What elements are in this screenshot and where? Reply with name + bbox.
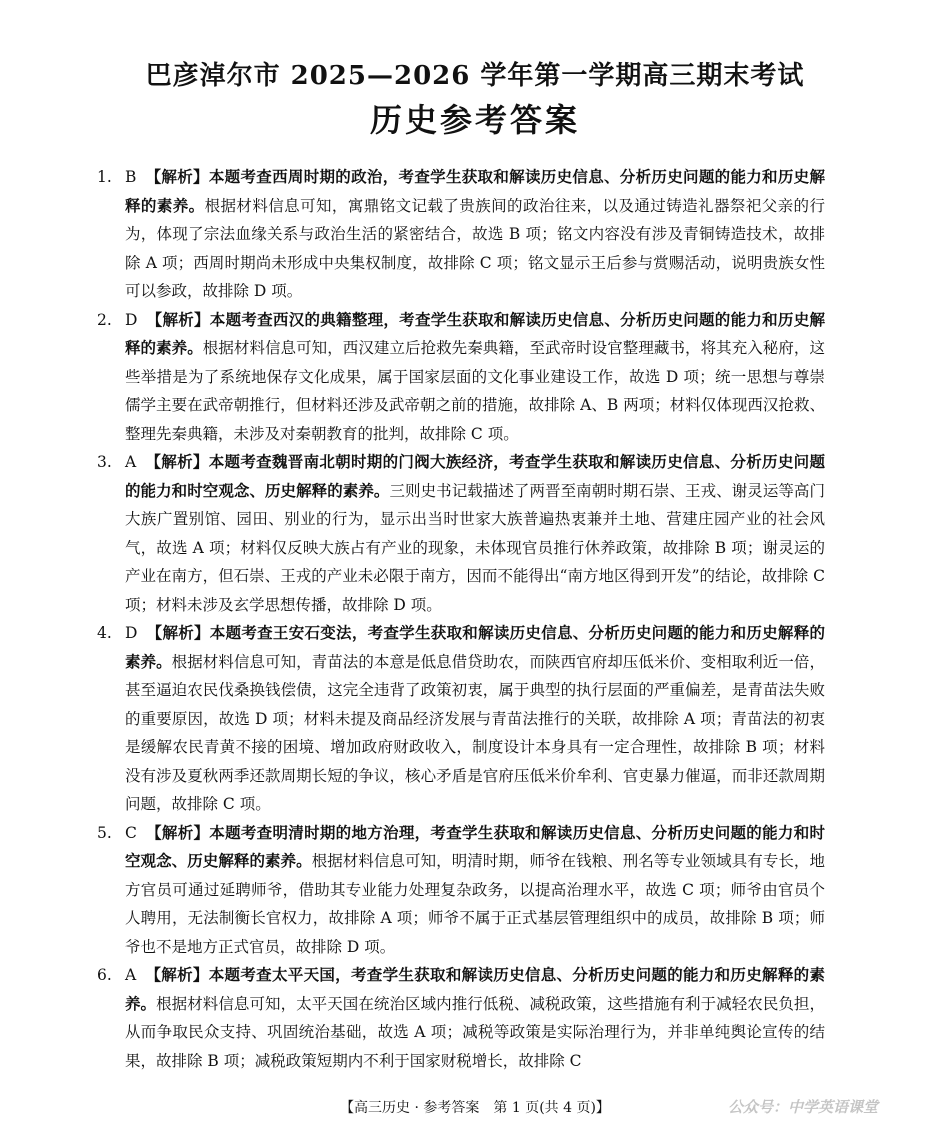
item-answer: A xyxy=(125,453,137,471)
page-title: 历史参考答案 xyxy=(369,101,580,139)
item-answer: A xyxy=(125,966,137,984)
analysis-tag: 【解析】 xyxy=(146,822,210,842)
analysis-tag: 【解析】 xyxy=(145,965,209,984)
item-intro: 本题考查太平天国，考查学生获取和解读历史信息、分析历史问题的能力和历史解释的素养。 xyxy=(125,965,825,1013)
item-intro: 本题考查王安石变法，考查学生获取和解读历史信息、分析历史问题的能力和历史解释的素养。 xyxy=(125,623,825,671)
item-intro: 本题考查西周时期的政治，考查学生获取和解读历史信息、分析历史问题的能力和历史解释的素养。 xyxy=(125,167,825,215)
item-number: 3. xyxy=(97,453,112,471)
item-number: 6. xyxy=(97,966,112,984)
item-number: 5. xyxy=(97,823,112,842)
analysis-tag: 【解析】 xyxy=(146,623,210,642)
answer-item-1 xyxy=(97,163,825,306)
item-answer: D xyxy=(125,624,138,642)
analysis-tag: 【解析】 xyxy=(145,452,209,471)
item-number: 4. xyxy=(97,624,112,642)
item-answer: D xyxy=(125,310,138,329)
answer-item-3 xyxy=(97,448,825,619)
title-line-1: 巴彦淖尔市 2025—2026 学年第一学期高三期末考试 xyxy=(145,61,805,91)
item-body: 根据材料信息可知，明清时期，师爷在钱粮、刑名等专业领域具有专长，地方官员可通过延聘师爷，借助其专业能力处理复杂政务，以提高治理水平，故选 C 项；师爷由官员个人聘用，无法制衡长官权力，故排除 A 项；师爷不属于正式基层管理组织中的成员，故排除 B 项；师爷也不是地方正式官员，故排除 D 项。 xyxy=(125,852,825,956)
answer-item-5 xyxy=(97,819,825,962)
answer-item-2 xyxy=(97,306,825,449)
item-number: 2. xyxy=(97,310,112,329)
item-body: 根据材料信息可知，西汉建立后抢救先秦典籍，至武帝时设官整理藏书，将其充入秘府，这些举措是为了系统地保存文化成果，属于国家层面的文化事业建设工作，故选 D 项；统一思想与尊崇儒学主要在武帝朝推行，但材料还涉及武帝朝之前的措施，故排除 A、B 两项；材料仅体现西汉抢救、整理先秦典籍，未涉及对秦朝教育的批判，故排除 C 项。 xyxy=(125,339,825,443)
item-body: 根据材料信息可知，寓鼎铭文记载了贵族间的政治往来，以及通过铸造礼器祭祀父亲的行为，体现了宗法血缘关系与政治生活的紧密结合，故选 B 项；铭文内容没有涉及青铜铸造技术，故排除 A 项；西周时期尚未形成中央集权制度，故排除 C 项；铭文显示王后参与赏赐活动，说明贵族女性可以参政，故排除 D 项。 xyxy=(125,196,825,300)
analysis-tag: 【解析】 xyxy=(145,167,209,186)
item-number: 1. xyxy=(97,168,112,186)
analysis-tag: 【解析】 xyxy=(146,309,210,329)
watermark: 公众号：中学英语课堂 xyxy=(727,1098,878,1116)
item-answer: B xyxy=(125,168,137,186)
answer-item-6 xyxy=(97,961,825,1075)
answer-list xyxy=(97,163,825,1075)
page-footer: 【高三历史 · 参考答案 第 1 页(共 4 页)】 xyxy=(340,1100,610,1116)
item-body: 三则史书记载描述了两晋至南朝时期石崇、王戎、谢灵运等高门大族广置别馆、园田、别业的行为，显示出当时世家大族普遍热衷兼并土地、营建庄园产业的社会风气，故选 A 项；材料仅反映大族占有产业的现象，未体现官员推行休养政策，故排除 B 项；谢灵运的产业在南方，但石崇、王戎的产业未必限于南方，因而不能得出“南方地区得到开发”的结论，故排除 C 项；材料未涉及玄学思想传播，故排除 D 项。 xyxy=(125,481,825,614)
item-body: 根据材料信息可知，青苗法的本意是低息借贷助农，而陕西官府却压低米价、变相取利近一倍，甚至逼迫农民伐桑换钱偿债，这完全违背了政策初衷，属于典型的执行层面的严重偏差，是青苗法失败的重要原因，故选 D 项；材料未提及商品经济发展与青苗法推行的关联，故排除 A 项；青苗法的初衷是缓解农民青黄不接的困境、增加政府财政收入，制度设计本身具有一定合理性，故排除 B 项；材料没有涉及夏秋两季还款周期长短的争议，核心矛盾是官府压低米价牟利、官吏暴力催逼，而非还款周期问题，故排除 C 项。 xyxy=(125,652,825,813)
item-intro: 本题考查明清时期的地方治理，考查学生获取和解读历史信息、分析历史问题的能力和时空观念、历史解释的素养。 xyxy=(125,822,825,870)
item-intro: 本题考查魏晋南北朝时期的门阀大族经济，考查学生获取和解读历史信息、分析历史问题的能力和时空观念、历史解释的素养。 xyxy=(125,452,825,500)
answer-item-4 xyxy=(97,619,825,819)
item-intro: 本题考查西汉的典籍整理，考查学生获取和解读历史信息、分析历史问题的能力和历史解释的素养。 xyxy=(125,309,825,357)
item-answer: C xyxy=(125,823,137,842)
item-body: 根据材料信息可知，太平天国在统治区域内推行低税、减税政策，这些措施有利于减轻农民负担，从而争取民众支持、巩固统治基础，故选 A 项；减税等政策是实际治理行为，并非单纯舆论宣传的结果，故排除 B 项；减税政策短期内不利于国家财税增长，故排除 C xyxy=(125,994,825,1070)
